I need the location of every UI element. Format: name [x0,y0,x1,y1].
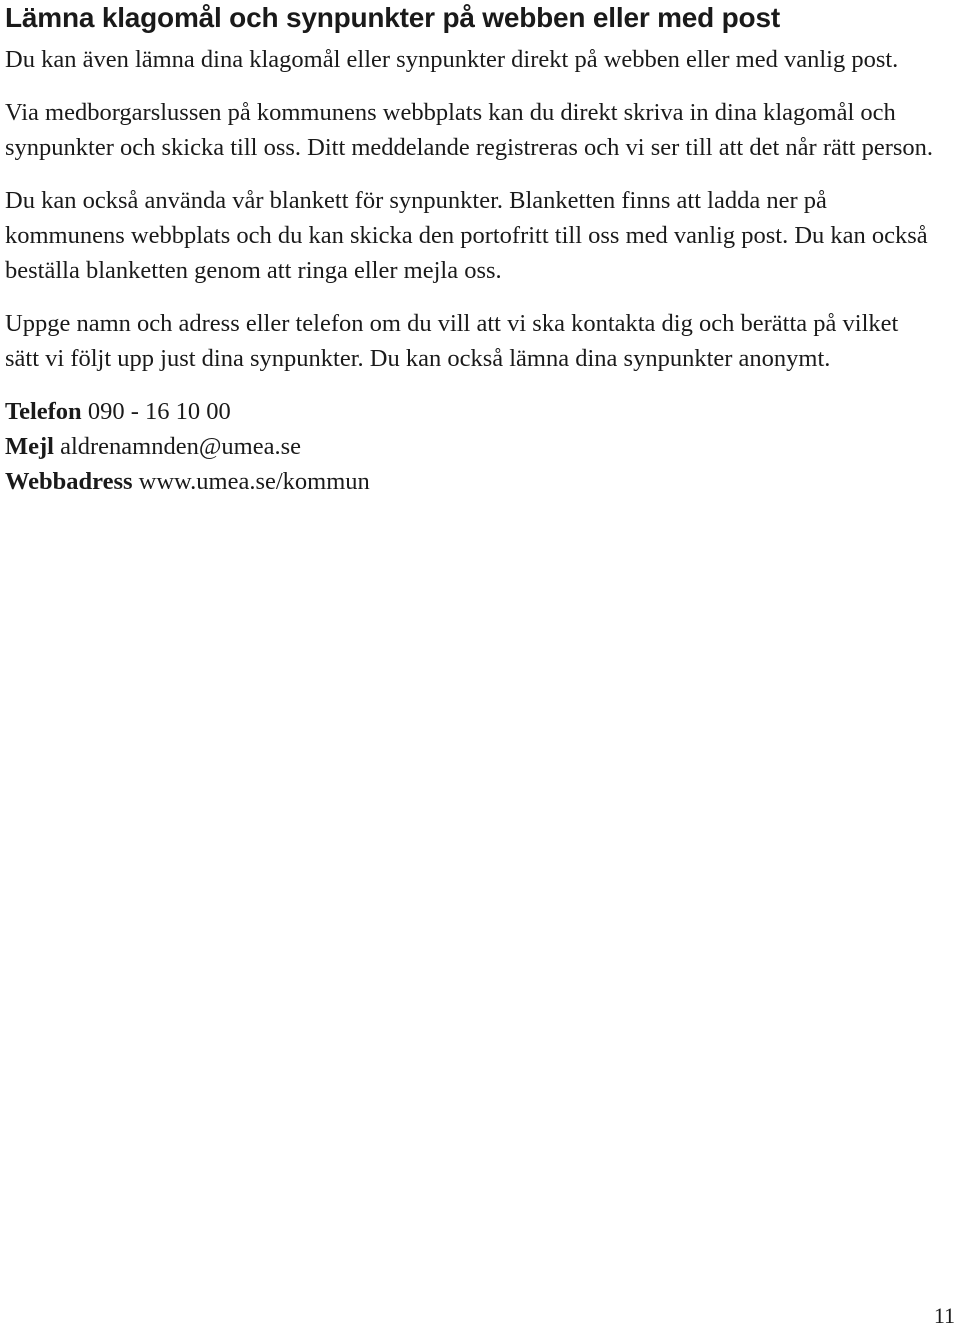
contact-email-row [5,429,935,464]
page-number: 11 [933,1303,955,1328]
paragraph-blankett: Du kan också använda vår blankett för synpunkter. Blanketten finns att ladda ner på kommunens webbplats och du kan skicka den portofritt till oss med vanlig post. Du kan också beställa blanketten genom att ringa eller mejla oss. [5,187,928,284]
phone-value: 090 - 16 10 00 [87,398,231,425]
contact-web-row [5,464,935,499]
paragraph-medborgarslussen: Via medborgarslussen på kommunens webbplats kan du direkt skriva in dina klagomål och synpunkter och skicka till oss. Ditt meddelande registreras och vi ser till att det når rätt person. [5,99,934,161]
contact-phone-row [5,394,935,429]
web-value: www.umea.se/kommun [138,468,370,495]
web-label: Webbadress [5,468,139,495]
phone-label: Telefon [5,398,88,425]
email-label: Mejl [5,433,61,460]
contact-block [5,394,935,499]
document-page [5,0,935,499]
page-heading: Lämna klagomål och synpunkter på webben eller med post [5,2,780,33]
paragraph-web-or-post: Du kan även lämna dina klagomål eller synpunkter direkt på webben eller med vanlig post. [5,46,899,73]
paragraph-contact-info: Uppge namn och adress eller telefon om du vill att vi ska kontakta dig och berätta på vilket sätt vi följt upp just dina synpunkter. Du kan också lämna dina synpunkter anonymt. [5,310,899,372]
email-value: aldrenamnden@umea.se [60,433,302,460]
